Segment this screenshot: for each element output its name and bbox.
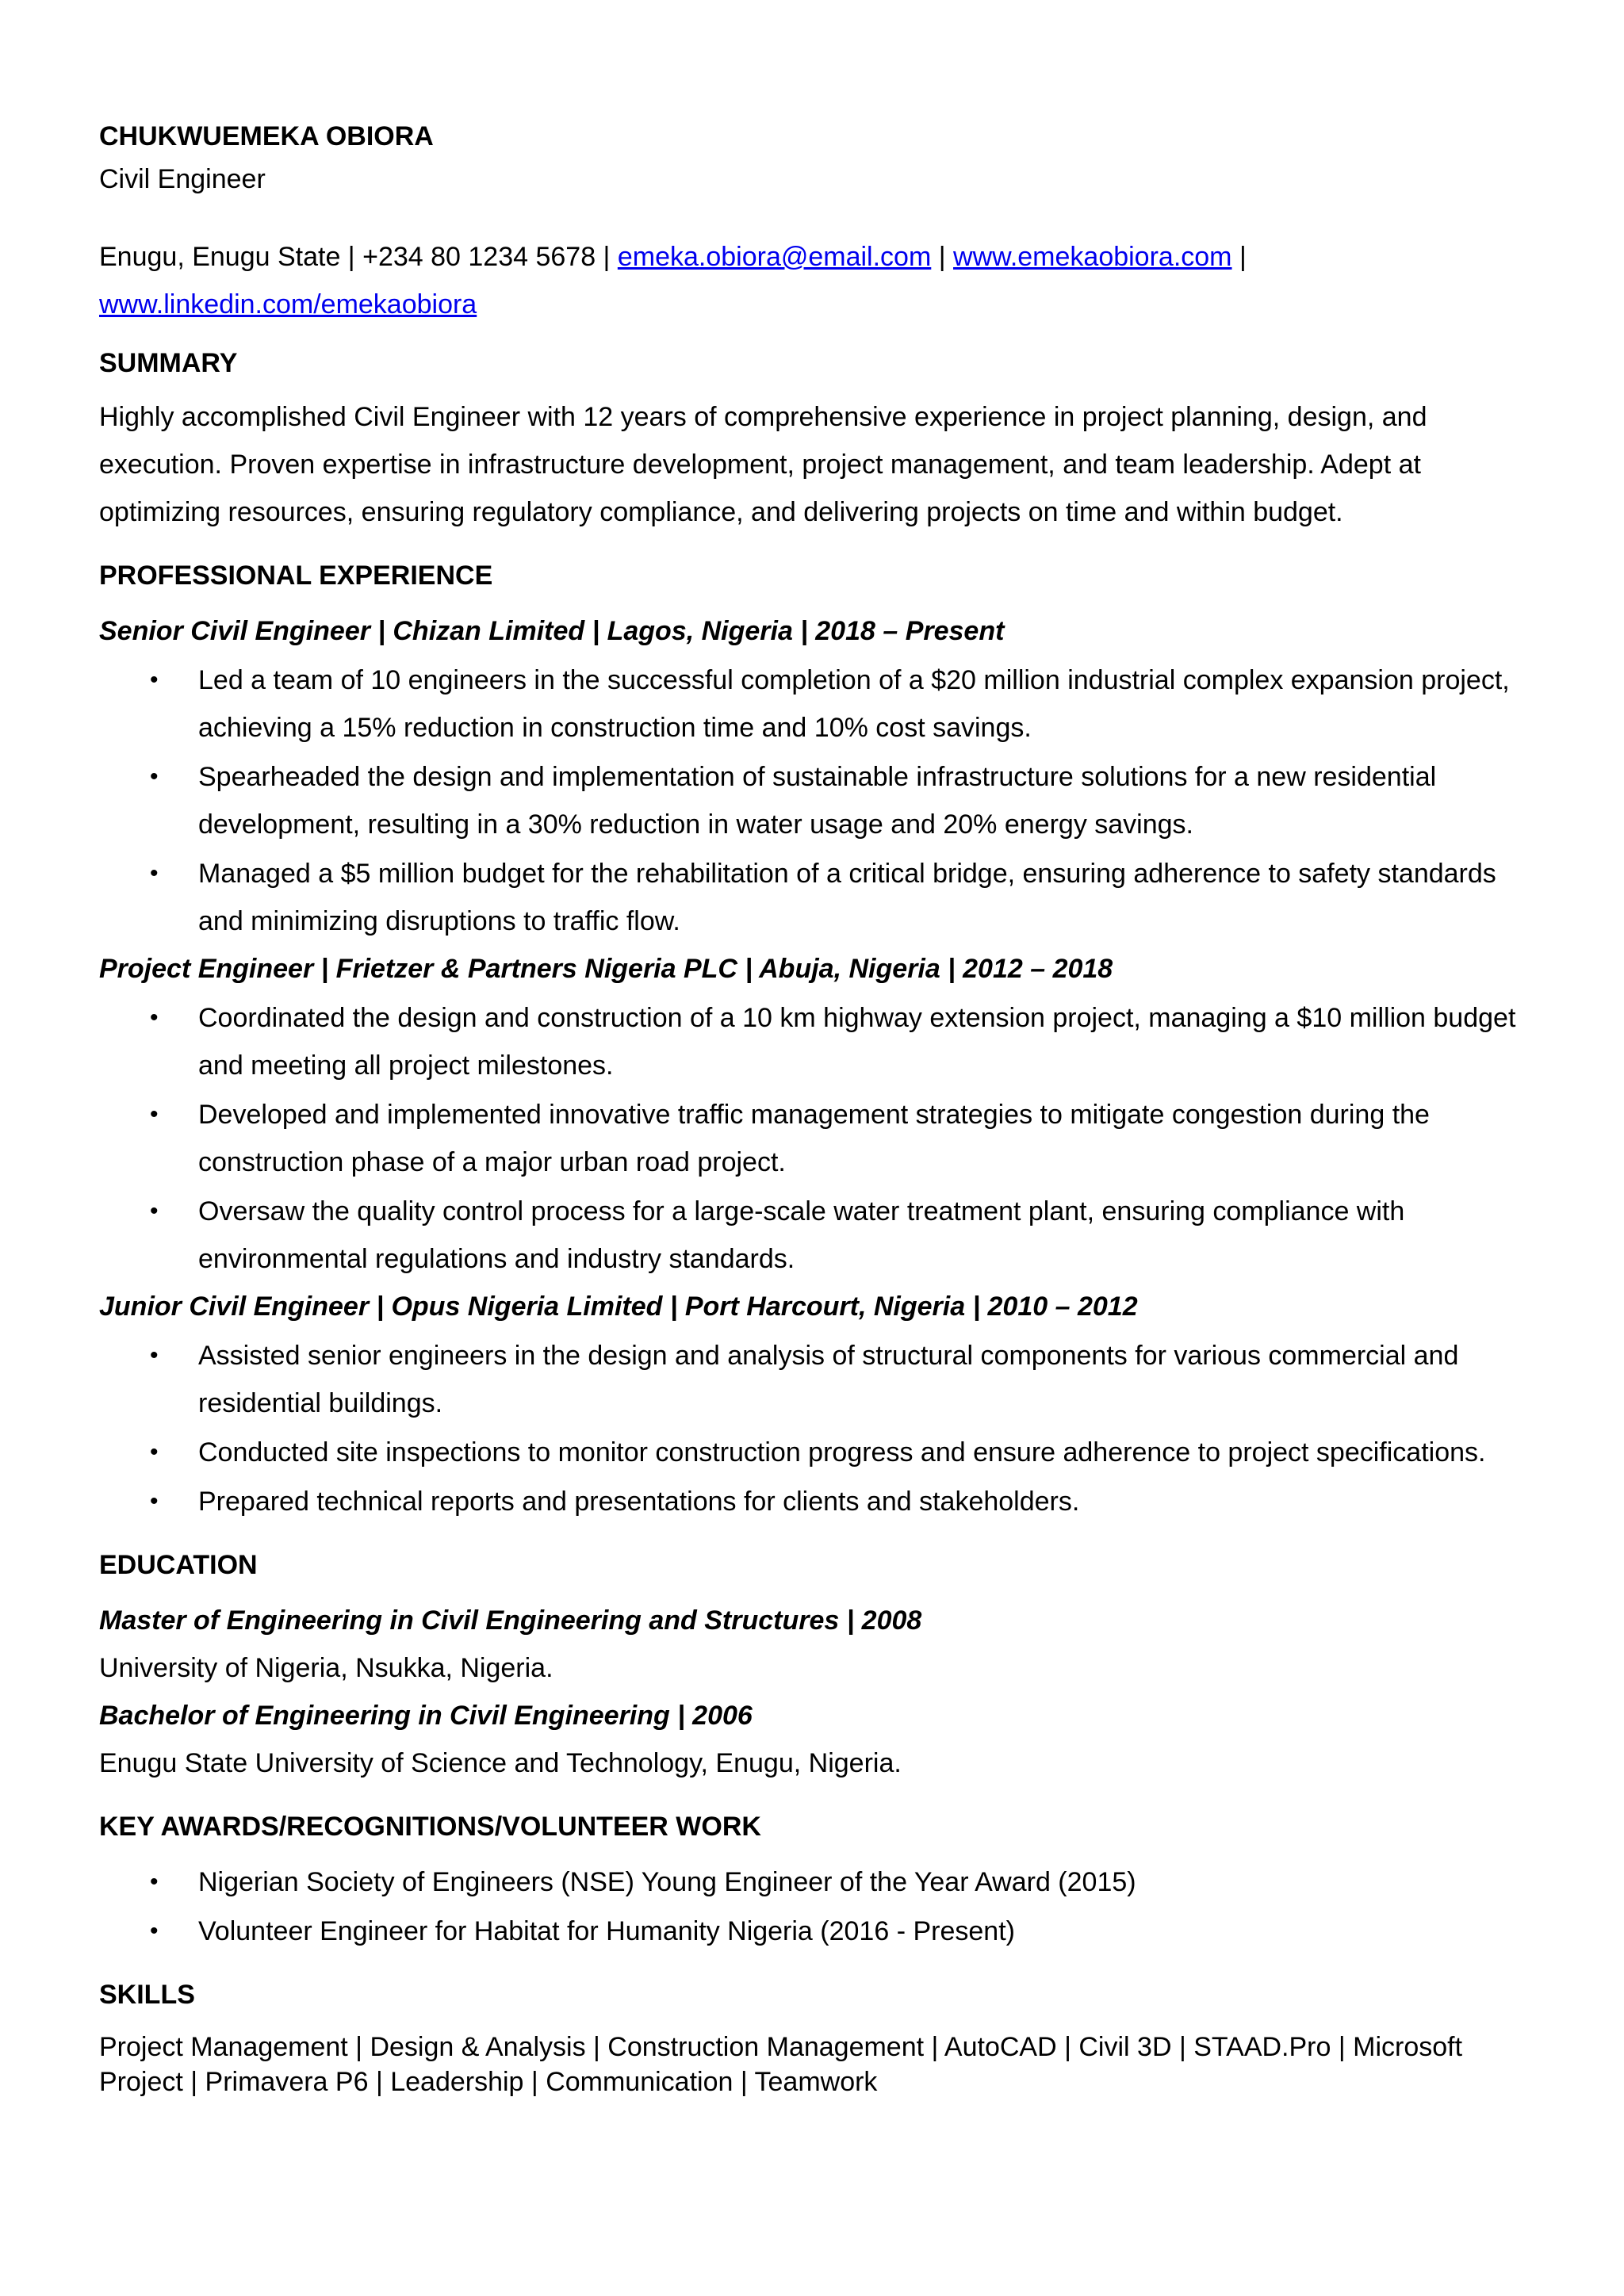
award-text: Nigerian Society of Engineers (NSE) Young Engineer of the Year Award (2015) — [198, 1867, 1136, 1897]
job-bullets — [99, 1332, 1526, 1525]
experience-heading: PROFESSIONAL EXPERIENCE — [99, 561, 493, 591]
job-bullets — [99, 656, 1526, 945]
job-title: Junior Civil Engineer | Opus Nigeria Limited | Port Harcourt, Nigeria | 2010 – 2012 — [99, 1292, 1138, 1322]
bullet-icon: • — [150, 1869, 159, 1895]
summary-heading: SUMMARY — [99, 348, 238, 378]
list-item — [99, 1188, 1526, 1283]
bullet-icon: • — [150, 763, 159, 790]
candidate-name: CHUKWUEMEKA OBIORA — [99, 121, 434, 151]
skills-heading: SKILLS — [99, 1980, 195, 2010]
bullet-text: Managed a $5 million budget for the rehabilitation of a critical bridge, ensuring adherence to safety standards and minimizing disruptions to traffic flow. — [198, 859, 1496, 936]
bullet-text: Conducted site inspections to monitor construction progress and ensure adherence to project specifications. — [198, 1437, 1486, 1468]
bullet-icon: • — [150, 1439, 159, 1465]
bullet-icon: • — [150, 1918, 159, 1944]
list-item — [99, 1858, 1526, 1906]
list-item — [99, 1332, 1526, 1427]
linkedin-link[interactable]: www.linkedin.com/emekaobiora — [99, 289, 477, 320]
job-entry — [99, 1283, 1526, 1525]
bullet-icon: • — [150, 667, 159, 693]
job-bullets — [99, 994, 1526, 1283]
awards-heading: KEY AWARDS/RECOGNITIONS/VOLUNTEER WORK — [99, 1812, 761, 1842]
contact-separator: | — [931, 242, 954, 272]
degree-school: University of Nigeria, Nsukka, Nigeria. — [99, 1653, 553, 1683]
degree-entry — [99, 1597, 1526, 1692]
degree-title: Bachelor of Engineering in Civil Engineering | 2006 — [99, 1701, 753, 1731]
list-item — [99, 753, 1526, 848]
candidate-title: Civil Engineer — [99, 164, 266, 194]
bullet-icon: • — [150, 1198, 159, 1224]
list-item — [99, 850, 1526, 945]
bullet-icon: • — [150, 1342, 159, 1368]
bullet-icon: • — [150, 1101, 159, 1127]
bullet-icon: • — [150, 1488, 159, 1514]
bullet-text: Coordinated the design and construction of a 10 km highway extension project, managing a $10 million budget and meeting all project milestones. — [198, 1003, 1516, 1081]
website-link[interactable]: www.emekaobiora.com — [953, 242, 1232, 272]
contact-separator: | — [1231, 242, 1247, 272]
job-title: Senior Civil Engineer | Chizan Limited | Lagos, Nigeria | 2018 – Present — [99, 616, 1005, 646]
bullet-icon: • — [150, 860, 159, 886]
bullet-text: Oversaw the quality control process for a large-scale water treatment plant, ensuring compliance with environmental regulations and industry standards. — [198, 1196, 1405, 1274]
list-item — [99, 1478, 1526, 1525]
summary-text: Highly accomplished Civil Engineer with 12 years of comprehensive experience in project planning, design, and execution. Proven expertise in infrastructure development, project management, and team leadership. Adept at optimizing resources, ensuring regulatory compliance, and delivering projects on time and within budget. — [99, 402, 1427, 527]
contact-location: Enugu, Enugu State — [99, 242, 341, 272]
degree-school: Enugu State University of Science and Technology, Enugu, Nigeria. — [99, 1748, 902, 1778]
list-item — [99, 994, 1526, 1089]
list-item — [99, 1091, 1526, 1186]
list-item — [99, 1429, 1526, 1476]
contact-line — [99, 233, 1526, 328]
list-item — [99, 656, 1526, 752]
bullet-icon: • — [150, 1004, 159, 1031]
bullet-text: Led a team of 10 engineers in the successful completion of a $20 million industrial complex expansion project, achieving a 15% reduction in construction time and 10% cost savings. — [198, 665, 1510, 743]
bullet-text: Developed and implemented innovative traffic management strategies to mitigate congestion during the construction phase of a major urban road project. — [198, 1100, 1430, 1177]
degree-entry — [99, 1692, 1526, 1787]
bullet-text: Spearheaded the design and implementation of sustainable infrastructure solutions for a new residential development, resulting in a 30% reduction in water usage and 20% energy savings. — [198, 762, 1437, 840]
award-text: Volunteer Engineer for Habitat for Humanity Nigeria (2016 - Present) — [198, 1916, 1015, 1946]
awards-list — [99, 1858, 1526, 1955]
education-heading: EDUCATION — [99, 1550, 258, 1580]
list-item — [99, 1908, 1526, 1955]
job-title: Project Engineer | Frietzer & Partners Nigeria PLC | Abuja, Nigeria | 2012 – 2018 — [99, 954, 1113, 984]
contact-separator: | — [340, 242, 363, 272]
contact-separator: | — [596, 242, 618, 272]
contact-phone: +234 80 1234 5678 — [362, 242, 596, 272]
email-link[interactable]: emeka.obiora@email.com — [617, 242, 932, 272]
skills-text: Project Management | Design & Analysis | Construction Management | AutoCAD | Civil 3D | STAAD.Pro | Microsoft Project | Primavera P6 | Leadership | Communication | Teamwork — [99, 2032, 1463, 2097]
bullet-text: Assisted senior engineers in the design and analysis of structural components for various commercial and residential buildings. — [198, 1341, 1459, 1418]
job-entry — [99, 945, 1526, 1283]
resume-page — [99, 117, 1526, 2099]
job-entry — [99, 607, 1526, 945]
bullet-text: Prepared technical reports and presentations for clients and stakeholders. — [198, 1487, 1080, 1517]
degree-title: Master of Engineering in Civil Engineering and Structures | 2008 — [99, 1605, 922, 1636]
